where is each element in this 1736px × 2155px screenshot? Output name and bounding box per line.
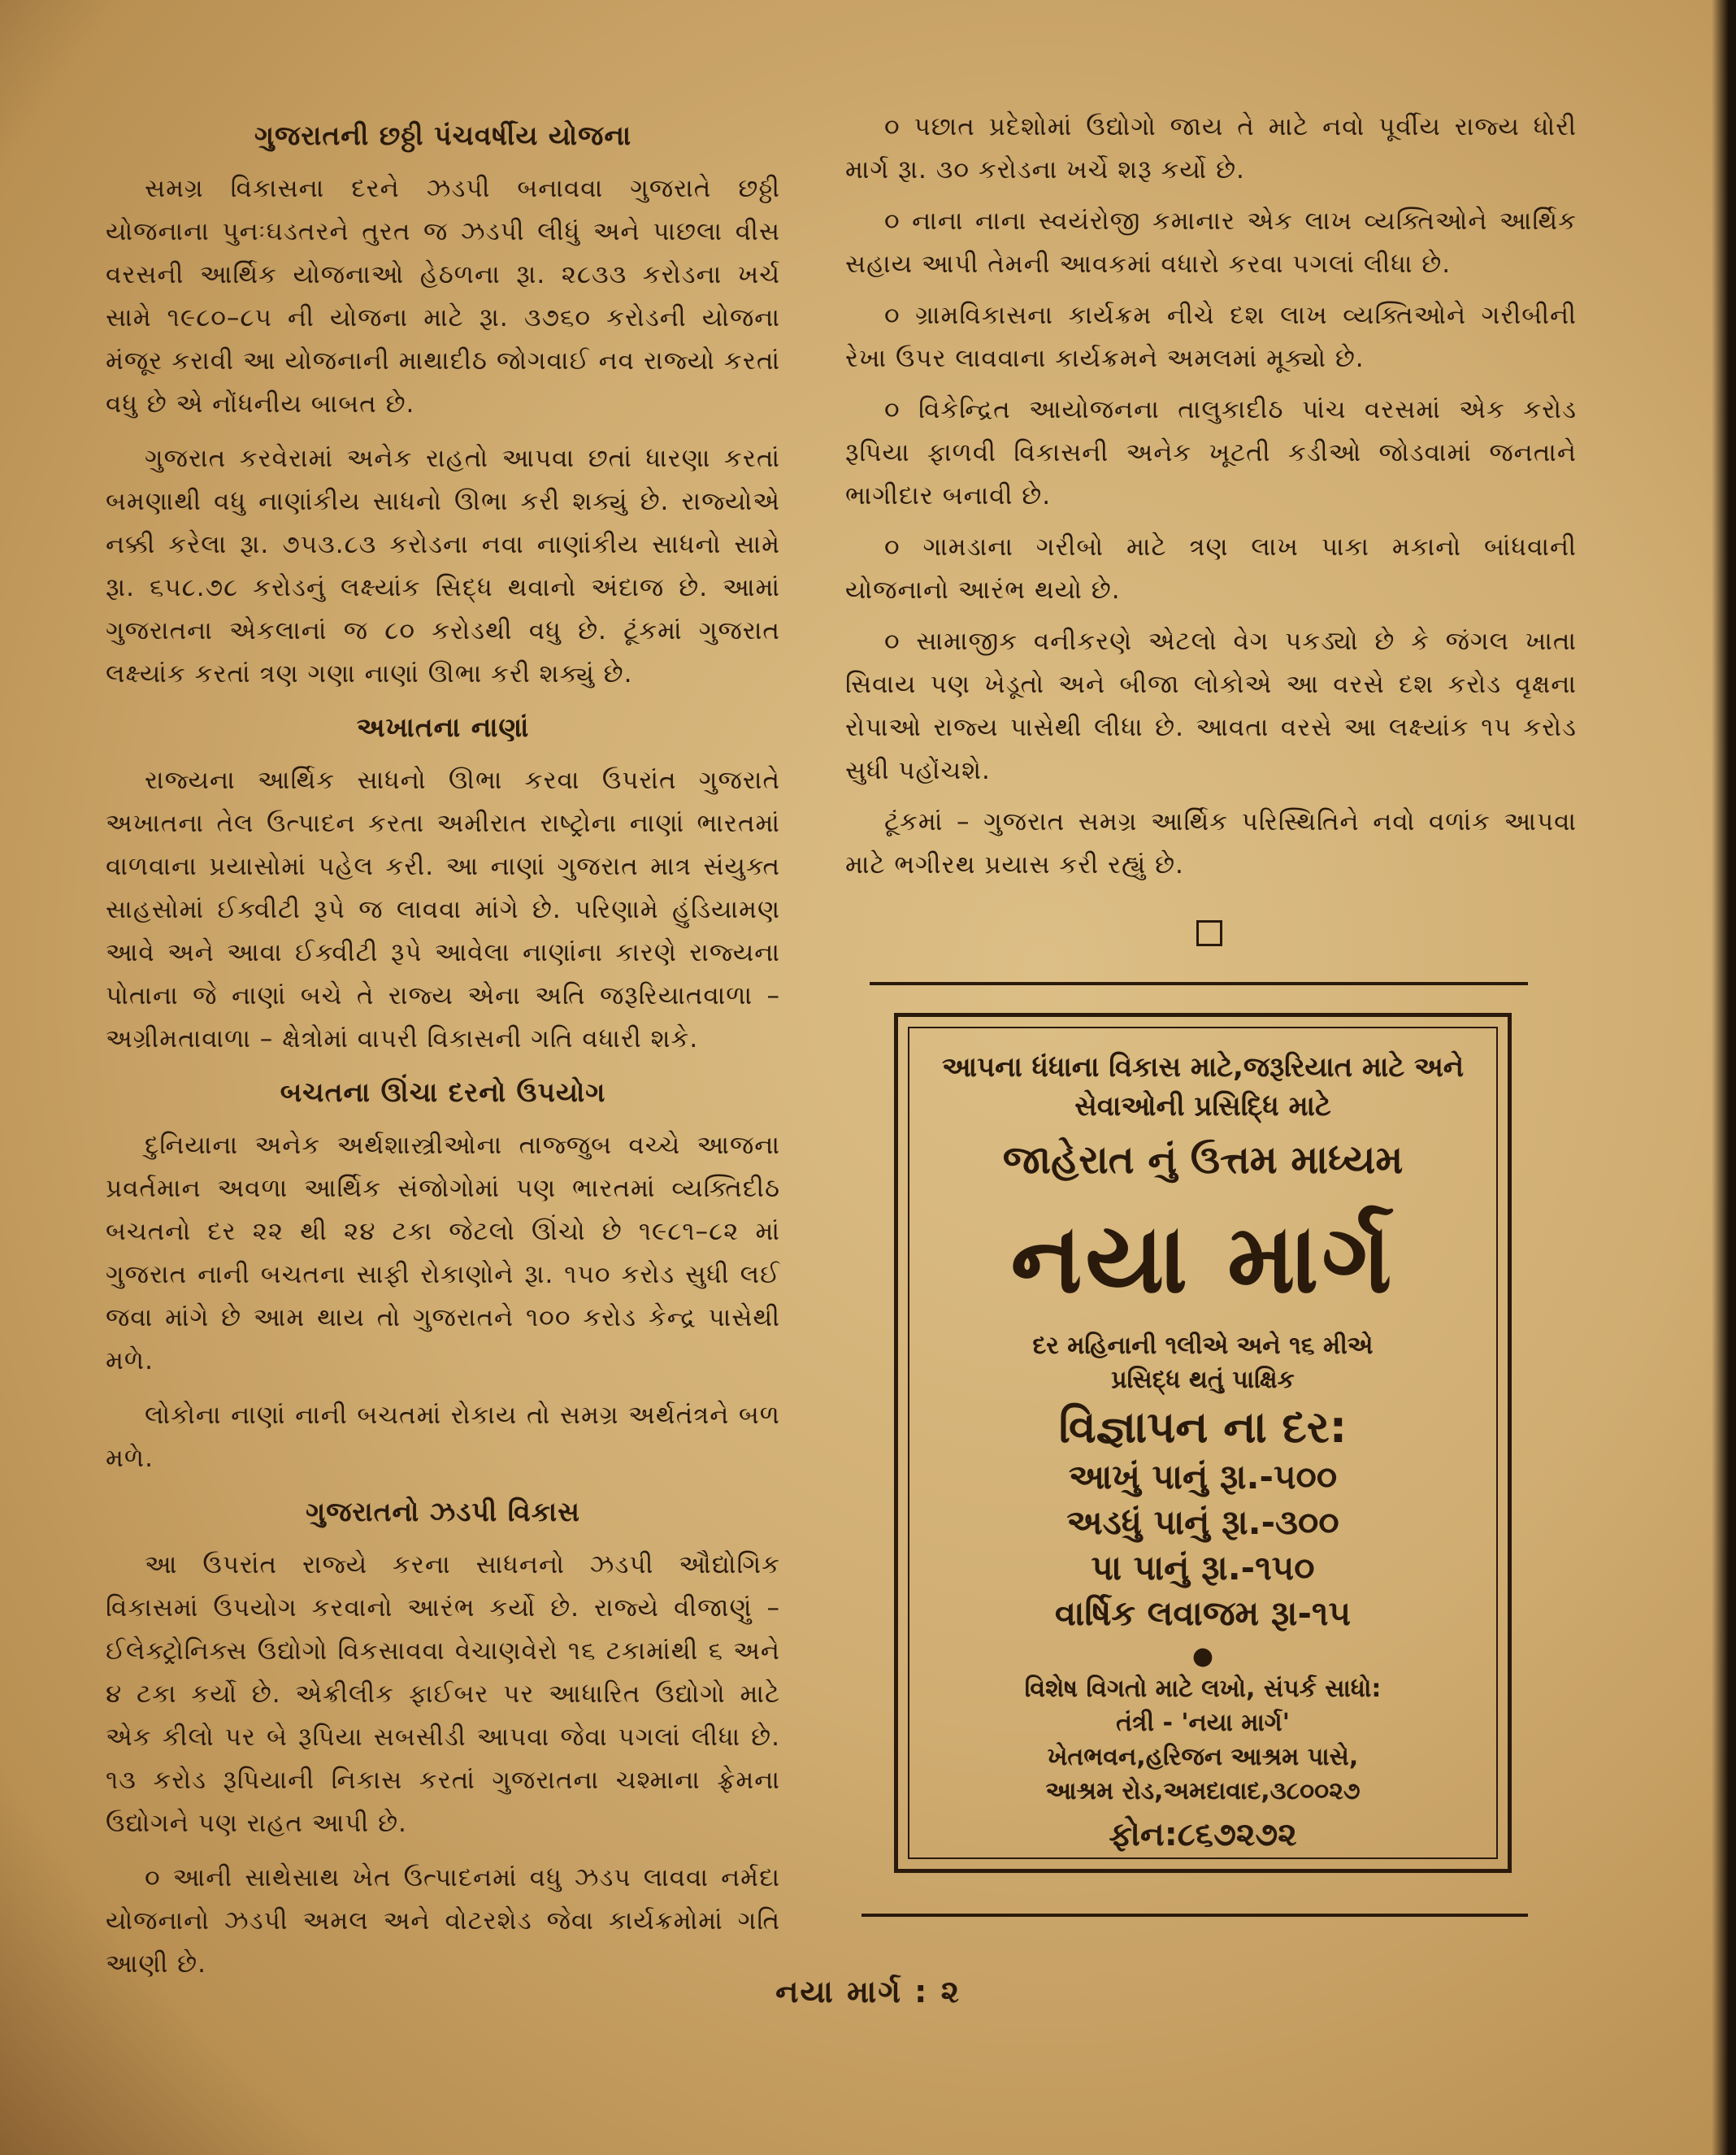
bullet-item: ૦ સામાજીક વનીકરણે એટલો વેગ પકડ્યો છે કે જંગલ ખાતા સિવાય પણ ખેડૂતો અને બીજા લોકોએ આ વરસે દશ કરોડ વૃક્ષના રોપાઓ રાજ્ય પાસેથી લીધા છે. આવતા વરસે આ લક્ષ્યાંક ૧૫ કરોડ સુધી પહોંચશે. [845,627,1577,785]
bullet-item: ૦ વિકેન્દ્રિત આયોજનના તાલુકાદીઠ પાંચ વરસમાં એક કરોડ રૂપિયા ફાળવી વિકાસની અનેક ખૂટતી કડીઓ જોડવામાં જનતાને ભાગીદાર બનાવી છે. [845,395,1577,511]
heading-sixth-plan: ગુજરાતની છઠ્ઠી પંચવર્ષીય યોજના [254,119,632,151]
bullet-dot-icon: ● [1191,1642,1214,1671]
ad-rate-annual-subscription: વાર્ષિક લવાજમ રૂા-૧૫ [1054,1593,1352,1633]
ad-tagline: સેવાઓની પ્રસિદ્ધિ માટે [1074,1090,1331,1123]
ad-contact: આશ્રમ રોડ,અમદાવાદ,૩૮૦૦૨૭ [1045,1777,1361,1805]
paragraph: રાજ્યના આર્થિક સાધનો ઊભા કરવા ઉપરાંત ગુજરાતે અખાતના તેલ ઉત્પાદન કરતા અમીરાત રાષ્ટ્રોના નાણાં ભારતમાં વાળવાના પ્રયાસોમાં પહેલ કરી. આ નાણાં ગુજરાત માત્ર સંયુક્ત સાહસોમાં ઈક્વીટી રૂપે જ લાવવા માંગે છે. પરિણામે હુંડિયામણ આવે અને આવા ઈક્વીટી રૂપે આવેલા નાણાંના કારણે રાજ્યના પોતાના જે નાણાં બચે તે રાજ્ય એના અતિ જરૂરિયાતવાળા – અગ્રીમતાવાળા – ક્ષેત્રોમાં વાપરી વિકાસની ગતિ વધારી શકે. [106,766,780,1054]
bullet-item: ૦ ગામડાના ગરીબો માટે ત્રણ લાખ પાકા મકાનો બાંધવાની યોજનાનો આરંભ થયો છે. [845,532,1577,605]
conclusion-paragraph: ટૂંકમાં – ગુજરાત સમગ્ર આર્થિક પરિસ્થિતિને નવો વળાંક આપવા માટે ભગીરથ પ્રયાસ કરી રહ્યું છે. [845,807,1577,880]
bullet-item: ૦ નાના નાના સ્વયંરોજી કમાનાર એક લાખ વ્યક્તિઓને આર્થિક સહાય આપી તેમની આવકમાં વધારો કરવા પગલાં લીધા છે. [845,206,1577,279]
section-savings [106,1072,780,1480]
ad-rate-half-page: અડધું પાનું રૂા.-૩૦૦ [1066,1502,1339,1542]
section-sixth-plan [106,115,780,696]
bullet-item: ૦ ગ્રામવિકાસના કાર્યક્રમ નીચે દશ લાખ વ્યક્તિઓને ગરીબીની રેખા ઉપર લાવવાના કાર્યક્રમને અમલમાં મૂક્યો છે. [845,301,1577,373]
advertisement-box [894,1013,1512,1873]
ad-rate-full-page: આખું પાનું રૂા.-૫૦૦ [1068,1457,1338,1497]
ad-frequency: પ્રસિદ્ધ થતું પાક્ષિક [1111,1366,1295,1394]
section-gulf-money [106,707,780,1061]
ad-rates-title: વિજ્ઞાપન ના દર: [1058,1401,1348,1453]
heading-savings: બચતના ઊંચા દરનો ઉપયોગ [280,1076,606,1108]
paragraph: દુનિયાના અનેક અર્થશાસ્ત્રીઓના તાજ્જુબ વચ્ચે આજના પ્રવર્તમાન અવળા આર્થિક સંજોગોમાં પણ ભારતમાં વ્યક્તિદીઠ બચતનો દર ૨૨ થી ૨૪ ટકા જેટલો ઊંચો છે ૧૯૮૧–૮૨ માં ગુજરાત નાની બચતના સાફી રોકાણોને રૂા. ૧૫૦ કરોડ સુધી લઈ જવા માંગે છે આમ થાય તો ગુજરાતને ૧૦૦ કરોડ કેન્દ્ર પાસેથી મળે. [106,1131,780,1375]
page-footer: નયા માર્ગ : ૨ [775,1974,961,2009]
paragraph: સમગ્ર વિકાસના દરને ઝડપી બનાવવા ગુજરાતે છઠ્ઠી યોજનાના પુનઃઘડતરને તુરત જ ઝડપી લીધું અને પાછલા વીસ વરસની આર્થિક યોજનાઓ હેઠળના રૂા. ૨૮૩૩ કરોડના ખર્ચ સામે ૧૯૮૦–૮૫ ની યોજના માટે રૂા. ૩૭૬૦ કરોડની યોજના મંજૂર કરાવી આ યોજનાની માથાદીઠ જોગવાઈ નવ રાજ્યો કરતાં વધુ છે એ નોંધનીય બાબત છે. [106,174,780,419]
ad-top-rule [870,982,1528,985]
page-edge-shadow [1712,0,1736,2155]
ad-contact: તંત્રી - 'નયા માર્ગ' [1116,1709,1290,1737]
left-column [106,106,780,1997]
end-of-article-box [1196,920,1222,946]
paragraph: આ ઉપરાંત રાજ્યે કરના સાધનનો ઝડપી ઔદ્યોગિક વિકાસમાં ઉપયોગ કરવાનો આરંભ કર્યો છે. રાજ્યે વીજાણું – ઈલેક્ટ્રોનિક્સ ઉદ્યોગો વિકસાવવા વેચાણવેરો ૧૬ ટકામાંથી ૬ અને ૪ ટકા કર્યો છે. એક્રીલીક ફાઈબર પર આધારિત ઉદ્યોગો માટે એક કીલો પર બે રૂપિયા સબસીડી આપવા જેવા પગલાં લીધા છે. ૧૩ કરોડ રૂપિયાની નિકાસ કરતાં ગુજરાતના ચશ્માના ફ્રેમના ઉદ્યોગને પણ રાહત આપી છે. [106,1550,780,1838]
bullet-item: ૦ પછાત પ્રદેશોમાં ઉદ્યોગો જાય તે માટે નવો પૂર્વીય રાજ્ય ધોરી માર્ગ રૂા. ૩૦ કરોડના ખર્ચે શરૂ કર્યો છે. [845,112,1577,185]
heading-rapid-development: ગુજરાતનો ઝડપી વિકાસ [306,1496,580,1527]
ad-frequency: દર મહિનાની ૧લીએ અને ૧૬ મીએ [1032,1332,1374,1360]
ad-phone: ફોન:૮૬૭૨૭૨ [1109,1816,1297,1853]
paragraph: લોકોના નાણાં નાની બચતમાં રોકાય તો સમગ્ર અર્થતંત્રને બળ મળે. [106,1401,780,1473]
ad-bottom-rule [861,1914,1528,1917]
right-column [845,106,1577,895]
ad-rate-quarter-page: પા પાનું રૂા.-૧૫૦ [1091,1548,1315,1588]
section-rapid-development [106,1492,780,1986]
heading-gulf-money: અખાતના નાણાં [356,711,530,743]
paragraph: ૦ આની સાથેસાથ ખેત ઉત્પાદનમાં વધુ ઝડપ લાવવા નર્મદા યોજનાનો ઝડપી અમલ અને વોટરશેડ જેવા કાર્યક્રમોમાં ગતિ આણી છે. [106,1863,780,1979]
advertisement-inner-frame [908,1027,1498,1859]
paragraph: ગુજરાત કરવેરામાં અનેક રાહતો આપવા છતાં ધારણા કરતાં બમણાથી વધુ નાણાંકીય સાધનો ઊભા કરી શક્યું છે. રાજ્યોએ નક્કી કરેલા રૂા. ૭૫૩.૮૩ કરોડના નવા નાણાંકીય સાધનો સામે રૂા. ૬૫૮.૭૮ કરોડનું લક્ષ્યાંક સિદ્ધ થવાનો અંદાજ છે. આમાં ગુજરાતના એકલાનાં જ ૮૦ કરોડથી વધુ છે. ટૂંકમાં ગુજરાત લક્ષ્યાંક કરતાં ત્રણ ગણા નાણાં ઊભા કરી શક્યું છે. [106,444,780,689]
ad-contact: ખેતભવન,હરિજન આશ્રમ પાસે, [1047,1743,1359,1771]
ad-contact: વિશેષ વિગતો માટે લખો, સંપર્ક સાધો: [1024,1675,1382,1703]
ad-magazine-name: નયા માર્ગ [1010,1202,1395,1314]
ad-tagline: આપના ધંધાના વિકાસ માટે,જરૂરિયાત માટે અને [941,1051,1465,1084]
ad-subtitle: જાહેરાત નું ઉત્તમ માધ્યમ [1002,1137,1404,1183]
